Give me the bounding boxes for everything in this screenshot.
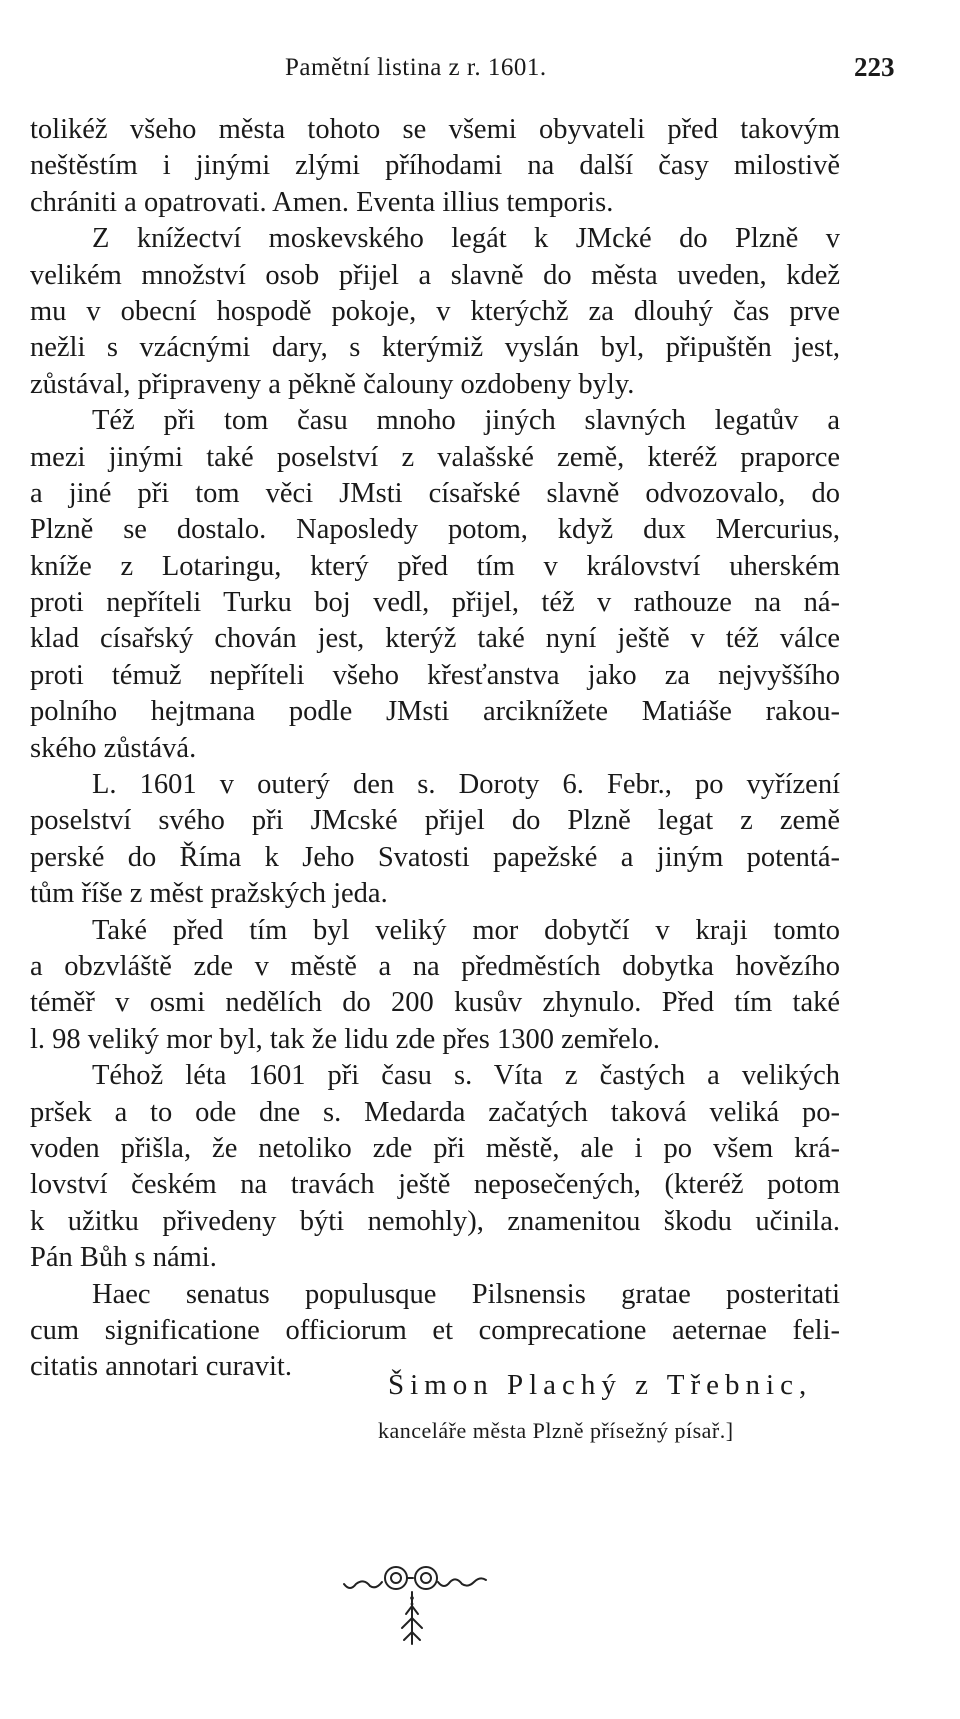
text-line: mu v obecní hospodě pokoje, v kterýchž za dlouhý čas prve — [30, 295, 840, 327]
text-line: chrániti a opatrovati. Amen. Eventa illius temporis. — [30, 186, 614, 218]
text-line: tolikéž všeho města tohoto se všemi obyvateli před takovým — [30, 114, 840, 145]
text-line: neštěstím i jinými zlými příhodami na další časy milostivě — [30, 150, 840, 182]
text-line: ského zůstává. — [30, 732, 197, 764]
text-line: pršek a to ode dne s. Medarda začatých taková veliká po- — [30, 1096, 840, 1128]
body-text — [30, 112, 840, 1386]
signature-name: Šimon Plachý z Třebnic, — [388, 1369, 813, 1401]
text-line: mezi jinými také poselství z valašské země, kteréž praporce — [30, 441, 840, 473]
paragraph-start-line: Též při tom času mnoho jiných slavných legatův a — [92, 405, 840, 437]
text-line: velikém množství osob přijel a slavně do města uveden, kdež — [30, 259, 840, 291]
text-line: klad císařský chován jest, kterýž také nyní ještě v též válce — [30, 623, 840, 655]
paragraph-start-line: L. 1601 v outerý den s. Doroty 6. Febr., po vyřízení — [92, 769, 840, 801]
paragraph-start-line: Z knížectví moskevského legát k JMcké do Plzně v — [92, 223, 840, 255]
running-title: Pamětní listina z r. 1601. — [285, 54, 547, 81]
text-line: zůstával, připraveny a pěkně čalouny ozdobeny byly. — [30, 368, 635, 400]
paragraph-start-line: Také před tím byl veliký mor dobytčí v kraji tomto — [92, 914, 840, 946]
text-line: téměř v osmi nedělích do 200 kusův zhynulo. Před tím také — [30, 987, 840, 1019]
text-line: Pán Bůh s námi. — [30, 1242, 217, 1274]
ornament-icon — [340, 1548, 510, 1648]
text-line: cum significatione officiorum et comprecatione aeternae feli- — [30, 1314, 840, 1346]
text-line: kníže z Lotaringu, který před tím v království uherském — [30, 550, 840, 582]
paragraph-start-line: Téhož léta 1601 při času s. Víta z častých a velikých — [92, 1060, 840, 1092]
page-number: 223 — [854, 52, 895, 82]
text-line: perské do Říma k Jeho Svatosti papežské a jiným potentá- — [30, 841, 840, 873]
text-line: lovství českém na travách ještě neposečených, (kteréž potom — [30, 1169, 840, 1201]
text-line: voden přišla, že netoliko zde při městě, ale i po všem krá- — [30, 1132, 840, 1164]
text-line: k užitku přivedeny býti nemohly), znamenitou škodu učinila. — [30, 1205, 840, 1237]
text-line: a jiné při tom věci JMsti císařské slavně odvozovalo, do — [30, 477, 840, 509]
text-line: citatis annotari curavit. — [30, 1351, 292, 1383]
text-line: polního hejtmana podle JMsti arciknížete Matiáše rakou- — [30, 696, 840, 728]
text-line: proti témuž nepříteli všeho křesťanstva jako za nejvyššího — [30, 659, 840, 691]
text-line: poselství svého při JMcské přijel do Plzně legat z země — [30, 805, 840, 837]
paragraph-start-line: Haec senatus populusque Pilsnensis gratae posteritati — [92, 1278, 840, 1310]
text-line: Plzně se dostalo. Naposledy potom, když dux Mercurius, — [30, 514, 840, 546]
signature-office: kanceláře města Plzně přísežný písař.] — [378, 1418, 734, 1443]
text-line: tům říše z měst pražských jeda. — [30, 878, 388, 910]
text-line: l. 98 veliký mor byl, tak že lidu zde přes 1300 zemřelo. — [30, 1023, 660, 1055]
text-line: nežli s vzácnými dary, s kterýmiž vyslán byl, připuštěn jest, — [30, 332, 840, 364]
page-header — [0, 46, 960, 86]
text-line: a obzvláště zde v městě a na předměstích dobytka hovězího — [30, 950, 840, 982]
text-line: proti nepříteli Turku boj vedl, přijel, též v rathouze na ná- — [30, 587, 840, 619]
